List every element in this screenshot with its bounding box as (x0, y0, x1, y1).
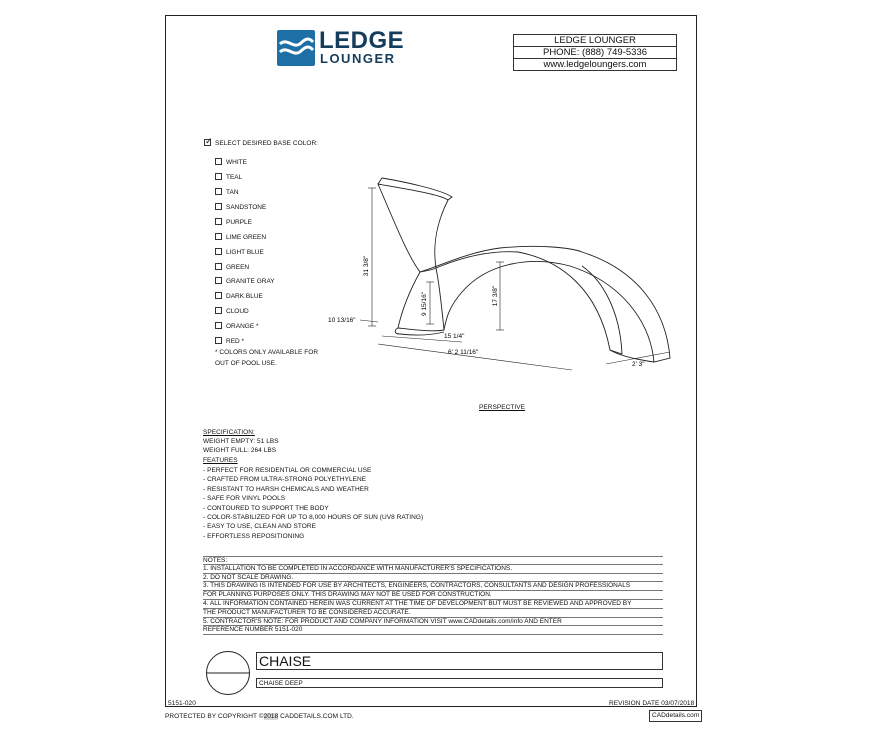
checked-checkbox-icon[interactable] (204, 139, 211, 146)
color-option-label: CLOUD (226, 308, 249, 315)
dim-height-label: 31 3/8" (363, 255, 370, 277)
caddetails-badge[interactable]: CADdetails.com (649, 710, 702, 722)
color-option-tan[interactable] (215, 188, 239, 196)
checkbox-icon[interactable] (215, 203, 222, 210)
revision-date: REVISION DATE 03/07/2018 (609, 700, 695, 707)
note-line: 5. CONTRACTOR'S NOTE: FOR PRODUCT AND COMPANY INFORMATION VISIT www.CADdetails.com/info AND ENTER (203, 618, 663, 627)
color-option-cloud[interactable] (215, 307, 249, 315)
notes-heading: NOTES: (203, 556, 663, 565)
color-option-teal[interactable] (215, 173, 242, 181)
notes-table (203, 556, 663, 635)
feature-item: - CRAFTED FROM ULTRA-STRONG POLYETHYLENE (203, 476, 367, 484)
note-line: FOR PLANNING PURPOSES ONLY. THIS DRAWING MAY NOT BE USED FOR CONSTRUCTION. (203, 591, 663, 600)
note-line: REFERENCE NUMBER 5151-020 (203, 626, 663, 635)
color-option-dark-blue[interactable] (215, 292, 263, 300)
dim-base-label: 15 1/4" (444, 333, 465, 340)
dim-arch-label: 17 3/8" (492, 285, 499, 307)
title-box (256, 652, 663, 670)
seat-top-edge (420, 246, 582, 272)
spec-heading: SPECIFICATION: (203, 429, 255, 436)
note-line: 2. DO NOT SCALE DRAWING. (203, 574, 663, 583)
wave-icon (277, 30, 315, 66)
color-option-green[interactable] (215, 263, 249, 271)
note-line: 4. ALL INFORMATION CONTAINED HEREIN WAS CURRENT AT THE TIME OF DEVELOPMENT BUT MUST BE REVIEWED AND APPROVED BY (203, 600, 663, 609)
color-option-red[interactable] (215, 337, 244, 345)
arch-inner (518, 252, 622, 354)
dim-length-label: 6' 2 11/16" (448, 349, 479, 356)
drawing-number: 5151-020 (168, 700, 196, 707)
color-option-label: GREEN (226, 264, 250, 271)
feature-item: - PERFECT FOR RESIDENTIAL OR COMMERCIAL USE (203, 467, 372, 474)
dim-depth-label: 10 13/16" (328, 317, 356, 324)
color-option-label: RED * (226, 338, 245, 345)
spec-weight-full: WEIGHT FULL: 264 LBS (203, 447, 277, 454)
feature-item: - EFFORTLESS REPOSITIONING (203, 532, 305, 540)
copyright-suffix: CADDETAILS.COM LTD. (278, 713, 354, 720)
color-option-label: TEAL (226, 174, 243, 181)
note-line: 1. INSTALLATION TO BE COMPLETED IN ACCORDANCE WITH MANUFACTURER'S SPECIFICATIONS. (203, 565, 663, 574)
color-option-granite-gray[interactable] (215, 277, 275, 285)
color-option-label: SANDSTONE (226, 204, 267, 211)
drawing-subtitle: CHAISE DEEP (259, 680, 303, 687)
checkbox-icon[interactable] (215, 248, 222, 255)
color-option-lime-green[interactable] (215, 233, 266, 241)
base-foot (395, 328, 444, 335)
color-option-label: LIME GREEN (226, 234, 267, 241)
subtitle-box (256, 678, 663, 688)
color-footnote-line-2: OUT OF POOL USE. (215, 360, 277, 367)
section-circle-symbol (205, 650, 251, 696)
arch-front (444, 252, 670, 362)
contact-box (513, 34, 677, 71)
feature-item: - CONTOURED TO SUPPORT THE BODY (203, 504, 329, 512)
dim-width-label: 2' 3" (632, 361, 645, 368)
color-option-white[interactable] (215, 158, 247, 166)
color-option-label: DARK BLUE (226, 293, 263, 300)
checkbox-icon[interactable] (215, 337, 222, 344)
note-line: THE PRODUCT MANUFACTURER TO BE CONSIDERED ACCURATE. (203, 609, 663, 618)
checkbox-icon[interactable] (215, 292, 222, 299)
checkbox-icon[interactable] (215, 307, 222, 314)
checkbox-icon[interactable] (215, 263, 222, 270)
contact-website: www.ledgeloungers.com (543, 59, 647, 70)
copyright-year: 2018 (263, 713, 279, 720)
checkbox-icon[interactable] (215, 277, 222, 284)
feature-item: - COLOR-STABILIZED FOR UP TO 8,000 HOURS OF SUN (UV8 RATING) (203, 513, 424, 521)
checkbox-icon[interactable] (215, 188, 222, 195)
color-option-label: TAN (226, 189, 239, 196)
checkbox-icon[interactable] (215, 322, 222, 329)
checkbox-icon[interactable] (215, 158, 222, 165)
color-option-label: WHITE (226, 159, 247, 166)
color-option-orange[interactable] (215, 322, 259, 330)
color-option-label: LIGHT BLUE (226, 249, 264, 256)
color-option-purple[interactable] (215, 218, 252, 226)
copyright-notice (165, 713, 354, 720)
checkbox-icon[interactable] (215, 173, 222, 180)
features-list (203, 467, 423, 542)
drawing-caption: PERSPECTIVE (479, 404, 526, 411)
color-select-heading-text: SELECT DESIRED BASE COLOR: (215, 140, 319, 147)
color-select-heading (204, 139, 318, 147)
backrest-outline (378, 184, 448, 272)
contact-phone: PHONE: (888) 749-5336 (514, 47, 676, 59)
features-heading: FEATURES (203, 457, 238, 464)
color-option-label: GRANITE GRAY (226, 278, 275, 285)
copyright-prefix: PROTECTED BY COPYRIGHT © (165, 713, 264, 720)
feature-item: - RESISTANT TO HARSH CHEMICALS AND WEATHER (203, 485, 369, 493)
color-footnote-line-1: * COLORS ONLY AVAILABLE FOR (215, 349, 319, 356)
ledge-lounger-logo (277, 28, 407, 68)
chaise-perspective-drawing (320, 170, 680, 420)
dim-inner-label: 9 15/16" (421, 292, 428, 316)
feature-item: - EASY TO USE, CLEAN AND STORE (203, 523, 316, 531)
checkbox-icon[interactable] (215, 233, 222, 240)
spec-weight-empty: WEIGHT EMPTY: 51 LBS (203, 438, 279, 445)
contact-company: LEDGE LOUNGER (514, 35, 676, 47)
color-option-sandstone[interactable] (215, 203, 266, 211)
logo-word-ledge: LEDGE (319, 27, 405, 54)
note-line: 3. THIS DRAWING IS INTENDED FOR USE BY ARCHITECTS, ENGINEERS, CONTRACTORS, CONSULTANTS AND DESIGN PROFESSIONALS (203, 582, 663, 591)
color-option-label: ORANGE * (226, 323, 259, 330)
logo-word-lounger: LOUNGER (320, 51, 396, 66)
color-option-label: PURPLE (226, 219, 253, 226)
drawing-title: CHAISE (259, 653, 312, 669)
dimension-lines (360, 188, 670, 370)
color-option-light-blue[interactable] (215, 248, 264, 256)
checkbox-icon[interactable] (215, 218, 222, 225)
feature-item: - SAFE FOR VINYL POOLS (203, 495, 286, 503)
